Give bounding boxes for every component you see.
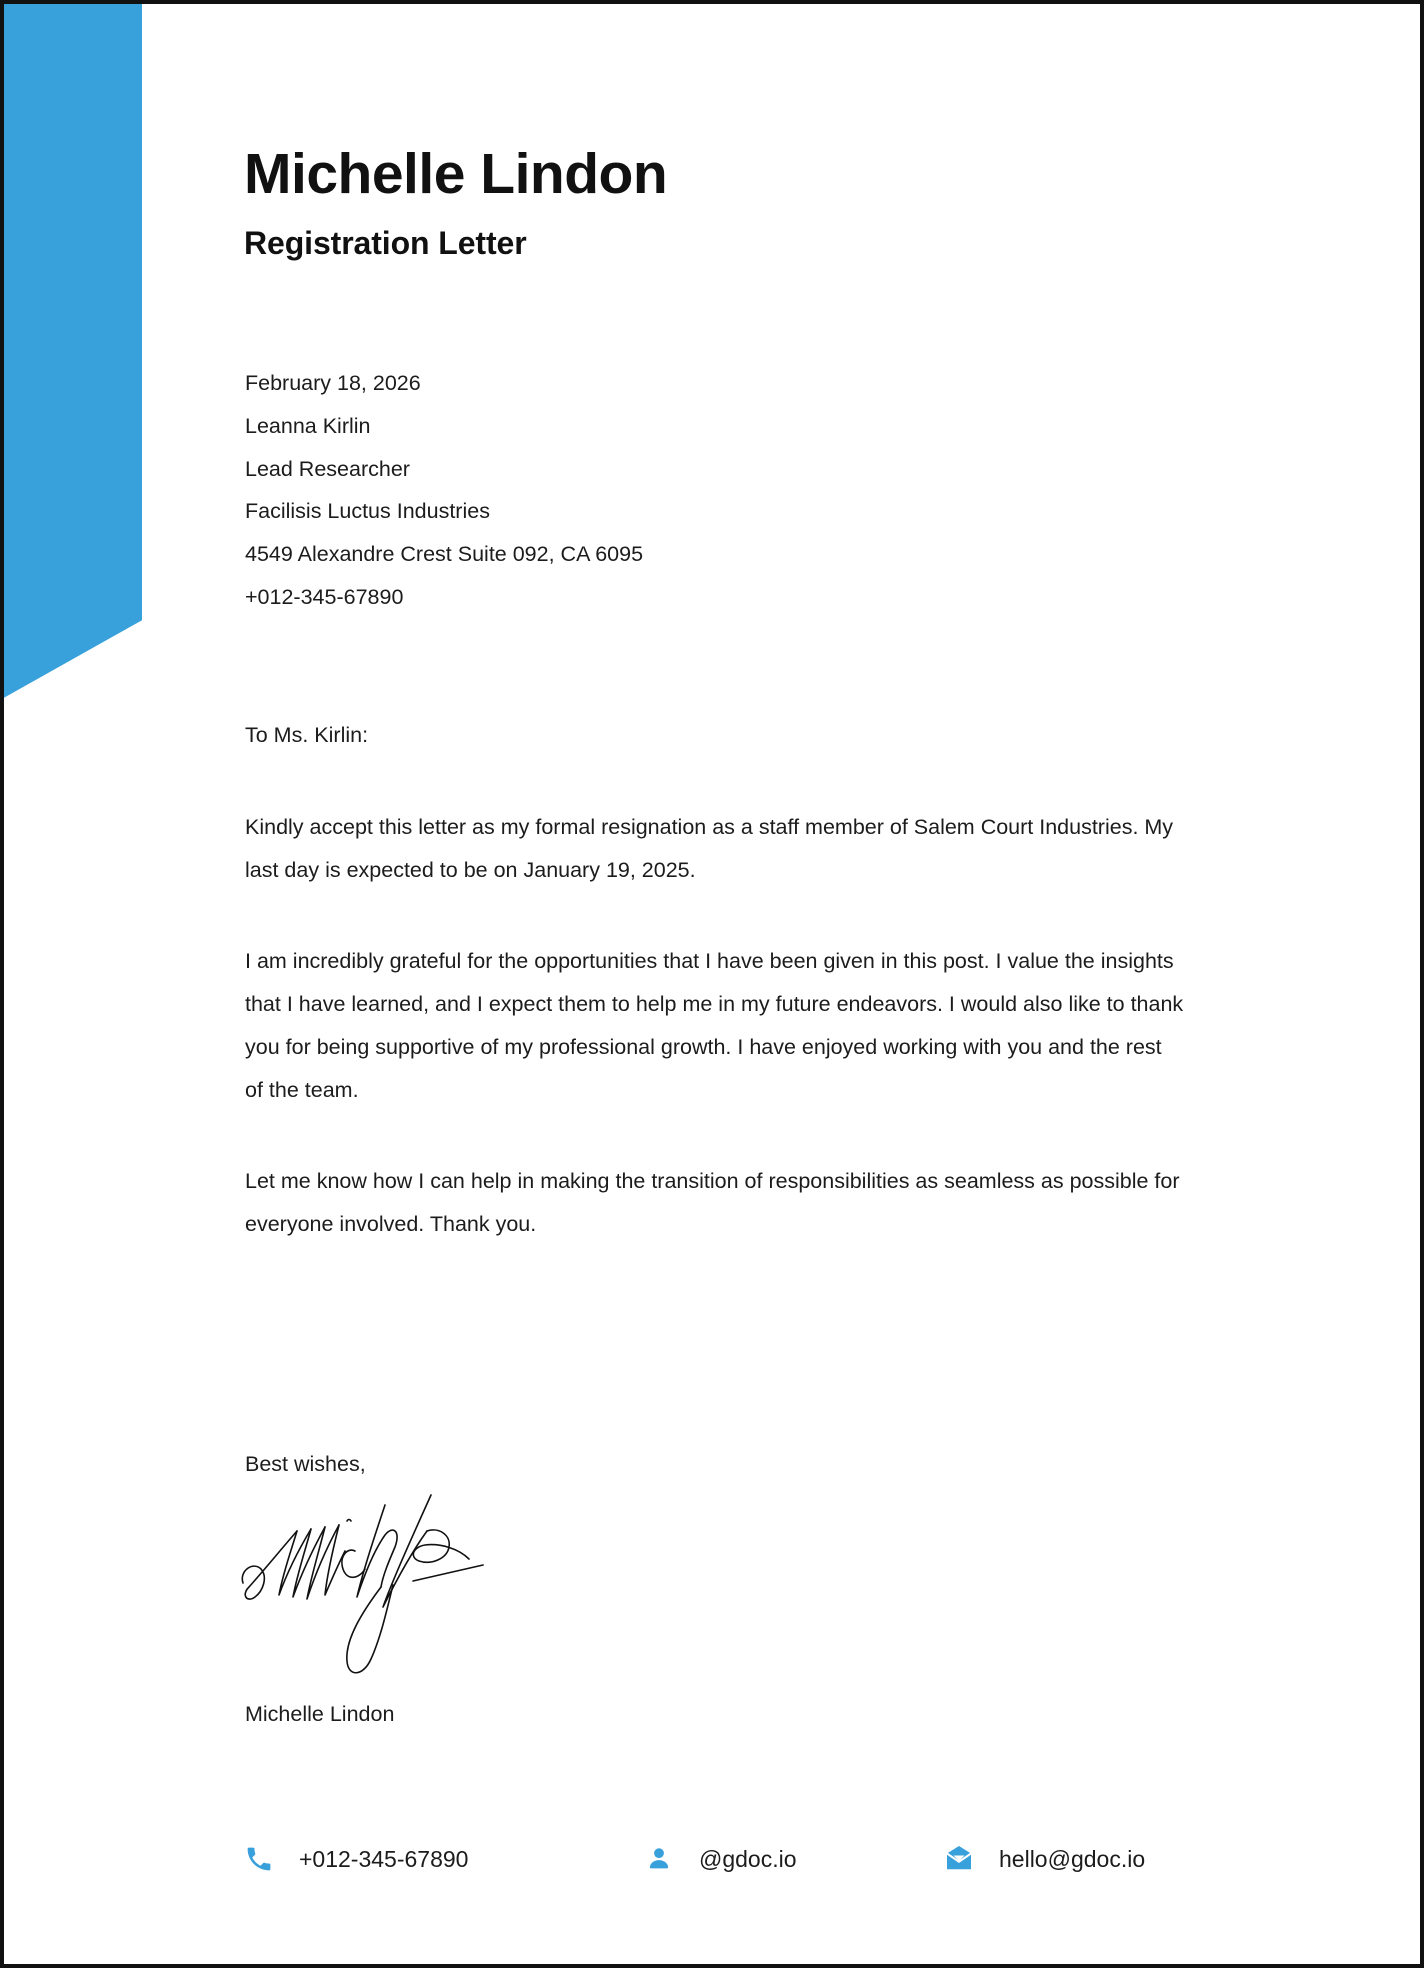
footer-contact-phone-label: +012-345-67890 [299,1845,469,1872]
envelope-icon [942,1842,976,1876]
footer-contact-email[interactable] [942,1827,1145,1891]
letter-body [245,719,1185,1246]
letter-header [244,144,1324,262]
recipient-line-address: 4549 Alexandre Crest Suite 092, CA 6095 [245,542,644,567]
phone-icon [242,1842,276,1876]
recipient-block [245,362,1145,619]
page-title: Michelle Lindon [244,142,668,206]
recipient-line-name: Leanna Kirlin [245,413,371,438]
person-icon [642,1842,676,1876]
body-paragraph-3: Let me know how I can help in making the transition of responsibilities as seamless as possible for everyone involved. Thank you. [245,1169,1180,1237]
signer-name: Michelle Lindon [245,1702,395,1727]
recipient-line-date: February 18, 2026 [245,371,421,395]
handwritten-signature-icon [235,1491,555,1691]
body-paragraph-2: I am incredibly grateful for the opportunities that I have been given in this post. I value the insights that I have learned, and I expect them to help me in my future endeavors. I would also like to thank you for being supportive of my professional growth. I have enjoyed working with you and the rest of the team. [245,949,1184,1103]
recipient-line-phone: +012-345-67890 [245,584,404,609]
signature-image [235,1491,555,1691]
accent-ribbon-shape [0,0,142,700]
document-subtitle: Registration Letter [244,224,527,261]
body-paragraph-1: Kindly accept this letter as my formal resignation as a staff member of Salem Court Industries. My last day is expected to be on January 19, 2025. [245,815,1174,883]
footer-contact-email-label: hello@gdoc.io [999,1845,1146,1872]
valediction: Best wishes, [245,1452,366,1476]
footer-contact-handle[interactable] [642,1827,797,1891]
footer-contact-bar [242,1827,1252,1891]
salutation: To Ms. Kirlin: [245,723,369,747]
recipient-line-company: Facilisis Luctus Industries [245,499,490,524]
recipient-line-title: Lead Researcher [245,456,410,481]
footer-contact-handle-label: @gdoc.io [699,1845,797,1872]
footer-contact-phone[interactable] [242,1827,468,1891]
closing-block [245,1449,845,1729]
